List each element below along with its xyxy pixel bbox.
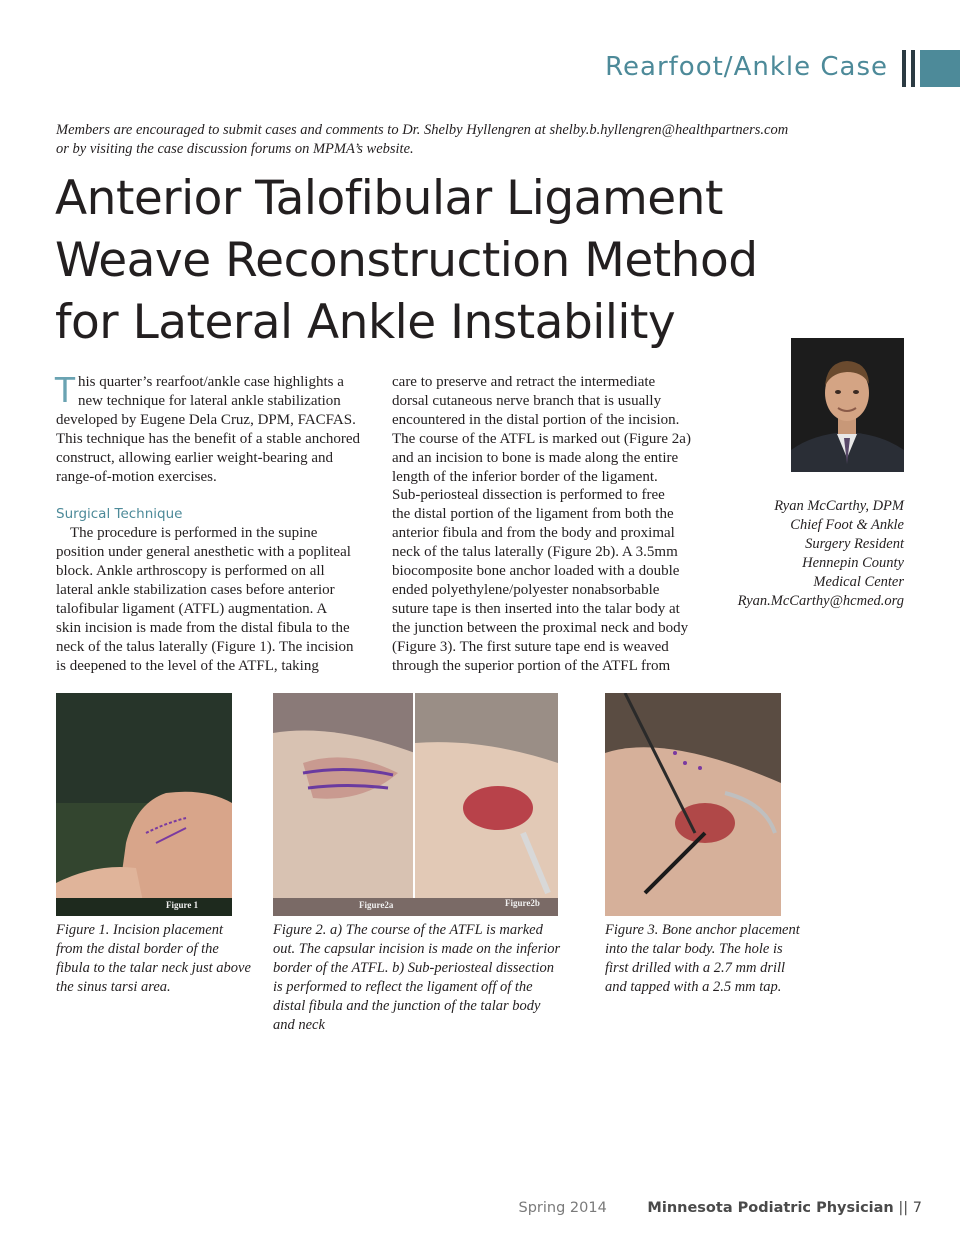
- caption-line: Figure 2. a) The course of the ATFL is marked: [273, 922, 543, 938]
- body-line: dorsal cutaneous nerve branch that is usually: [392, 392, 662, 409]
- body-column-2: [392, 373, 710, 676]
- body-line: encountered in the distal portion of the incision.: [392, 411, 680, 428]
- footer-separator: ||: [898, 1200, 909, 1216]
- caption-line: first drilled with a 2.7 mm drill: [605, 959, 786, 976]
- body-line: is deepened to the level of the ATFL, taking: [56, 657, 319, 674]
- author-line: Medical Center: [813, 573, 904, 590]
- caption-line: from the distal border of the: [56, 940, 219, 957]
- section-label: Rearfoot/Ankle Case: [605, 52, 888, 82]
- author-line: Hennepin County: [802, 554, 904, 571]
- body-line: anterior fibula and from the body and proximal: [392, 525, 675, 542]
- body-line: construct, allowing earlier weight-bearing and: [56, 449, 333, 466]
- caption-line: the sinus tarsi area.: [56, 978, 171, 995]
- caption-line: and neck: [273, 1016, 325, 1033]
- caption-line: is performed to reflect the ligament off of the: [273, 978, 533, 995]
- body-line: (Figure 3). The first suture tape end is weaved: [392, 638, 669, 655]
- title-line: Weave Reconstruction Method: [55, 233, 758, 288]
- caption-line: and tapped with a 2.5 mm tap.: [605, 978, 782, 995]
- intro-note: [56, 121, 856, 159]
- figure-2-caption: [273, 921, 573, 1034]
- intro-line: Members are encouraged to submit cases and comments to Dr. Shelby Hyllengren at shelby.b.hyllengren@healthpartners.com: [56, 122, 789, 138]
- body-line: The course of the ATFL is marked out (Figure 2a): [392, 430, 691, 447]
- caption-line: into the talar body. The hole is: [605, 940, 783, 957]
- drop-cap: T: [54, 369, 76, 410]
- body-line: through the superior portion of the ATFL from: [392, 657, 671, 674]
- caption-line: Figure 1. Incision placement: [56, 922, 223, 938]
- figure-1-photo: [56, 693, 232, 916]
- body-line: ended polyethylene/polyester nonabsorbable: [392, 581, 660, 598]
- body-line: neck of the talus laterally (Figure 1). The incision: [56, 638, 354, 655]
- body-line: The procedure is performed in the supine: [70, 525, 318, 542]
- issue-label: Spring 2014: [518, 1200, 607, 1216]
- body-line: length of the inferior border of the ligament.: [392, 468, 658, 485]
- body-line: suture tape is then inserted into the talar body at: [392, 600, 680, 617]
- intro-line: or by visiting the case discussion forums on MPMA’s website.: [56, 141, 414, 157]
- body-line: the junction between the proximal neck and body: [392, 619, 689, 636]
- body-line: neck of the talus laterally (Figure 2b). A 3.5mm: [392, 544, 678, 561]
- body-line: care to preserve and retract the intermediate: [392, 374, 656, 390]
- figure-1-label: Figure 1: [166, 900, 199, 910]
- body-line: This technique has the benefit of a stable anchored: [56, 430, 361, 447]
- caption-line: Figure 3. Bone anchor placement: [605, 922, 800, 938]
- body-line: Sub-periosteal dissection is performed to free: [392, 487, 665, 504]
- figure-2-photo: [273, 693, 558, 916]
- page-number: 7: [912, 1200, 922, 1216]
- figure-3-caption: [605, 921, 815, 997]
- body-line: skin incision is made from the distal fibula to the: [56, 619, 350, 636]
- article-title: [55, 168, 775, 354]
- body-line: and an incision to bone is made along the entire: [392, 449, 679, 466]
- body-line: range-of-motion exercises.: [56, 468, 217, 485]
- figure-2b-label: Figure2b: [505, 898, 540, 908]
- body-column-1: [54, 369, 368, 676]
- body-line: new technique for lateral ankle stabilization: [78, 392, 341, 409]
- body-line: position under general anesthetic with a popliteal: [56, 544, 351, 561]
- title-line: Anterior Talofibular Ligament: [55, 171, 723, 226]
- caption-line: fibula to the talar neck just above: [56, 959, 251, 976]
- page-footer: [519, 1200, 923, 1216]
- subheading-surgical-technique: Surgical Technique: [56, 506, 183, 523]
- body-line: biocomposite bone anchor loaded with a double: [392, 563, 680, 580]
- author-credit: [704, 497, 904, 610]
- body-line: lateral ankle stabilization cases before anterior: [56, 582, 335, 599]
- body-line: developed by Eugene Dela Cruz, DPM, FACFAS.: [56, 411, 356, 428]
- body-line: the distal portion of the ligament from both the: [392, 506, 674, 523]
- body-line: his quarter’s rearfoot/ankle case highlights a: [78, 374, 344, 390]
- figure-2a-label: Figure2a: [359, 900, 394, 910]
- corner-bars-decoration: [902, 50, 960, 87]
- caption-line: border of the ATFL. b) Sub-periosteal dissection: [273, 959, 554, 976]
- magazine-name: Minnesota Podiatric Physician: [647, 1200, 894, 1216]
- author-photo: [791, 338, 904, 472]
- author-line: Surgery Resident: [805, 535, 904, 552]
- author-line: Ryan McCarthy, DPM: [774, 498, 904, 514]
- body-line: block. Ankle arthroscopy is performed on all: [56, 563, 325, 580]
- title-line: for Lateral Ankle Instability: [55, 295, 676, 350]
- author-line: Chief Foot & Ankle: [790, 516, 904, 533]
- body-line: talofibular ligament (ATFL) augmentation. A: [56, 601, 328, 618]
- author-email: Ryan.McCarthy@hcmed.org: [737, 592, 904, 609]
- caption-line: out. The capsular incision is made on the inferior: [273, 940, 561, 957]
- caption-line: distal fibula and the junction of the talar body: [273, 997, 541, 1014]
- figure-1-caption: [56, 921, 256, 997]
- figure-3-photo: [605, 693, 781, 916]
